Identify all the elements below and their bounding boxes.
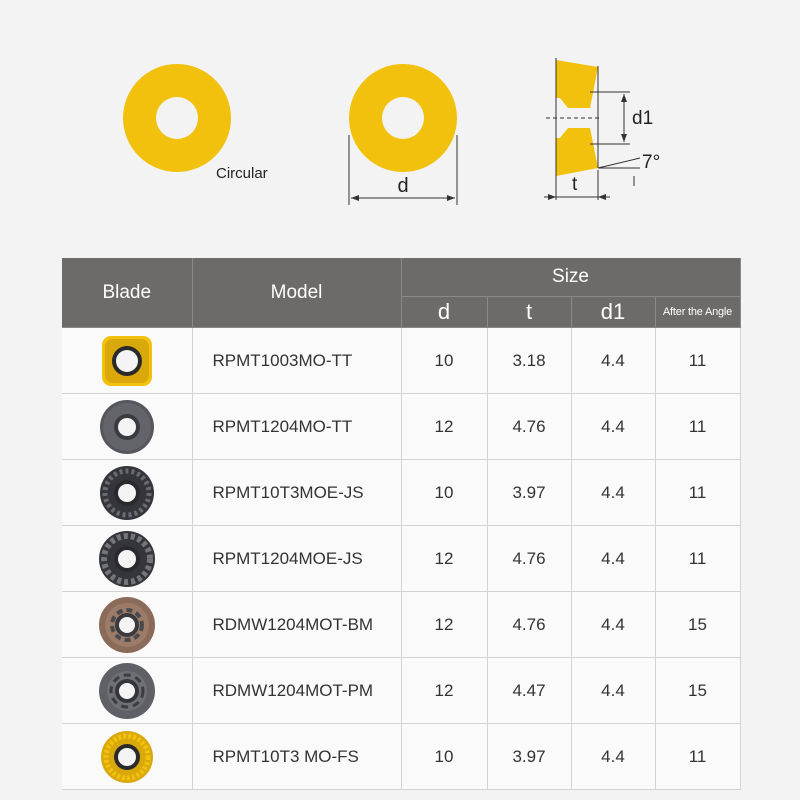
after-angle-cell: 15 (655, 658, 740, 724)
d1-dimension-label: d1 (632, 108, 654, 129)
gold-serrated-insert-icon (96, 726, 158, 788)
table-row (62, 526, 740, 592)
after-angle-cell: 11 (655, 724, 740, 790)
d-cell: 12 (401, 592, 487, 658)
after-angle-cell: 11 (655, 526, 740, 592)
after-angle-cell: 11 (655, 460, 740, 526)
d-cell: 12 (401, 526, 487, 592)
d1-cell: 4.4 (571, 328, 655, 394)
d-dimension-label: d (397, 175, 409, 197)
d1-cell: 4.4 (571, 394, 655, 460)
insert-cross-section-icon (544, 58, 640, 200)
table-row (62, 658, 740, 724)
d-cell: 10 (401, 724, 487, 790)
table-row (62, 460, 740, 526)
d1-cell: 4.4 (571, 526, 655, 592)
after-angle-cell: 11 (655, 394, 740, 460)
blade-cell (62, 724, 192, 790)
blade-cell (62, 658, 192, 724)
t-cell: 3.18 (487, 328, 571, 394)
blade-cell (62, 394, 192, 460)
d-cell: 10 (401, 460, 487, 526)
header-d1: d1 (571, 297, 655, 328)
blade-cell (62, 526, 192, 592)
d-cell: 10 (401, 328, 487, 394)
table-row (62, 328, 740, 394)
after-angle-cell: 11 (655, 328, 740, 394)
blade-cell (62, 328, 192, 394)
dark-serrated-insert-icon (96, 528, 158, 590)
d1-cell: 4.4 (571, 658, 655, 724)
model-cell: RPMT10T3 MO-FS (192, 724, 401, 790)
model-cell: RPMT1003MO-TT (192, 328, 401, 394)
table-row (62, 724, 740, 790)
header-model: Model (192, 258, 401, 328)
after-angle-cell: 15 (655, 592, 740, 658)
gray-plain-insert-icon (96, 396, 158, 458)
circular-insert-front-icon (123, 64, 231, 172)
circular-label: Circular (216, 165, 268, 182)
spec-table (62, 258, 741, 790)
bronze-notched-insert-icon (96, 594, 158, 656)
dark-serrated-insert-icon (96, 462, 158, 524)
model-cell: RDMW1204MOT-BM (192, 592, 401, 658)
blade-cell (62, 592, 192, 658)
t-cell: 4.76 (487, 394, 571, 460)
blade-cell (62, 460, 192, 526)
d-cell: 12 (401, 394, 487, 460)
header-t: t (487, 297, 571, 328)
gold-plain-insert-icon (96, 330, 158, 392)
header-d: d (401, 297, 487, 328)
t-cell: 4.76 (487, 526, 571, 592)
angle-label: 7° (642, 152, 661, 173)
d1-cell: 4.4 (571, 724, 655, 790)
t-cell: 4.76 (487, 592, 571, 658)
model-cell: RPMT10T3MOE-JS (192, 460, 401, 526)
table-row (62, 394, 740, 460)
d1-cell: 4.4 (571, 592, 655, 658)
d1-cell: 4.4 (571, 460, 655, 526)
technical-drawings (0, 0, 800, 245)
d-cell: 12 (401, 658, 487, 724)
t-dimension-label: t (572, 174, 578, 195)
model-cell: RPMT1204MOE-JS (192, 526, 401, 592)
model-cell: RDMW1204MOT-PM (192, 658, 401, 724)
t-cell: 4.47 (487, 658, 571, 724)
header-after-angle: After the Angle (655, 297, 740, 328)
insert-diagrams (0, 0, 800, 245)
table-row (62, 592, 740, 658)
header-blade: Blade (62, 258, 192, 328)
t-cell: 3.97 (487, 724, 571, 790)
header-size: Size (401, 258, 740, 297)
gray-notched-insert-icon (96, 660, 158, 722)
model-cell: RPMT1204MO-TT (192, 394, 401, 460)
t-cell: 3.97 (487, 460, 571, 526)
